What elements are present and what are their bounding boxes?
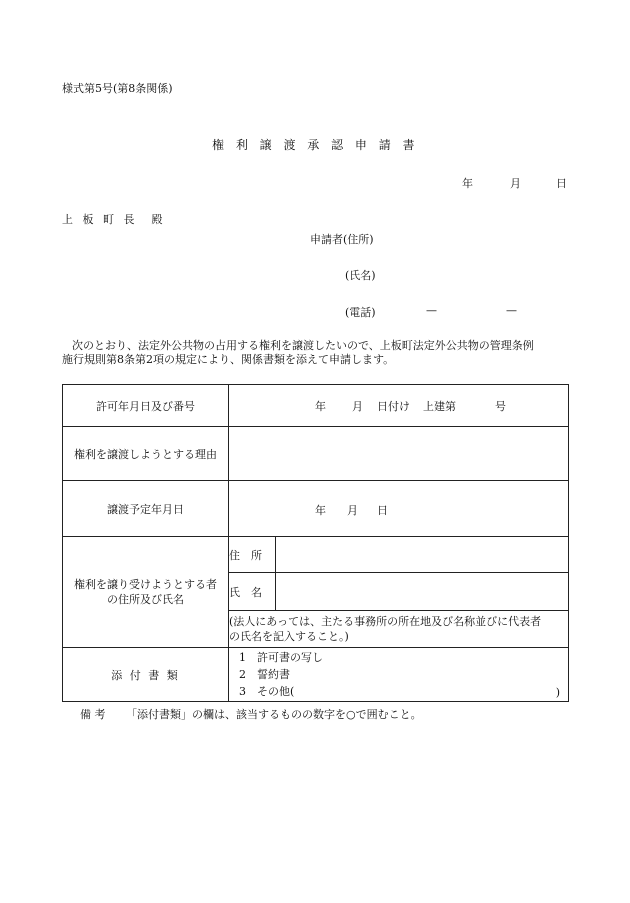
table-row: [63, 481, 569, 537]
form-number: 様式第5号(第8条関係): [62, 82, 173, 95]
applicant-address-label: 申請者(住所): [310, 233, 374, 246]
transfer-reason-field[interactable]: [229, 427, 569, 481]
transferee-label-line1: 権利を譲り受けようとする者: [74, 578, 217, 591]
transferee-address-field[interactable]: [276, 537, 569, 573]
row1-suffix: 号: [495, 400, 506, 413]
transferee-name-label: 氏 名: [229, 573, 276, 611]
attachments-label: 添 付 書 類: [63, 648, 229, 702]
attachment-item-2[interactable]: 2 誓約書: [239, 668, 290, 681]
document-title: 権 利 譲 渡 承 認 申 請 書: [212, 138, 419, 152]
table-row: [63, 537, 569, 573]
corporation-note: [229, 611, 569, 648]
date-month: 月: [510, 177, 521, 190]
attachment-item-1[interactable]: 1 許可書の写し: [239, 651, 323, 664]
transferee-label-line2: の住所及び氏名: [107, 593, 184, 606]
attachment-item-3[interactable]: 3 その他(: [239, 685, 295, 698]
remarks-label: 備 考: [80, 708, 106, 721]
row3-day: 日: [377, 504, 388, 517]
row1-day: 日付け: [377, 400, 410, 413]
row1-month: 月: [352, 400, 363, 413]
row1-prefix: 上建第: [423, 400, 456, 413]
applicant-name-label: (氏名): [345, 269, 376, 282]
transferee-address-label: 住 所: [229, 537, 276, 573]
attachment-close-paren: ): [555, 686, 560, 699]
remarks-text: 「添付書類」の欄は、該当するものの数字を○で囲むこと。: [126, 708, 422, 721]
intro-line-2: 施行規則第8条第2項の規定により、関係書類を添えて申請します。: [62, 353, 395, 366]
attachments-list: [229, 648, 569, 702]
transfer-date-field[interactable]: [229, 481, 569, 537]
transfer-date-label: 譲渡予定年月日: [63, 481, 229, 537]
addressee: 上 板 町 長 殿: [62, 213, 166, 226]
application-table: [62, 384, 569, 702]
transferee-name-field[interactable]: [276, 573, 569, 611]
phone-dash-1: —: [426, 304, 437, 317]
date-year: 年: [462, 177, 473, 190]
corporation-note-line1: (法人にあっては、主たる事務所の所在地及び名称並びに代表者: [229, 615, 542, 628]
permit-date-number-label: 許可年月日及び番号: [63, 385, 229, 427]
row1-year: 年: [315, 400, 326, 413]
table-row: [63, 385, 569, 427]
row3-year: 年: [315, 504, 326, 517]
permit-date-number-field[interactable]: [229, 385, 569, 427]
transfer-reason-label: 権利を譲渡しようとする理由: [63, 427, 229, 481]
transferee-label: [63, 537, 229, 648]
table-row: [63, 648, 569, 702]
applicant-phone-label: (電話): [345, 306, 376, 319]
date-day: 日: [556, 177, 567, 190]
table-row: [63, 427, 569, 481]
row3-month: 月: [347, 504, 358, 517]
corporation-note-line2: の氏名を記入すること。): [229, 630, 349, 643]
intro-line-1: 次のとおり、法定外公共物の占用する権利を譲渡したいので、上板町法定外公共物の管理条例: [72, 339, 534, 352]
phone-dash-2: —: [506, 304, 517, 317]
